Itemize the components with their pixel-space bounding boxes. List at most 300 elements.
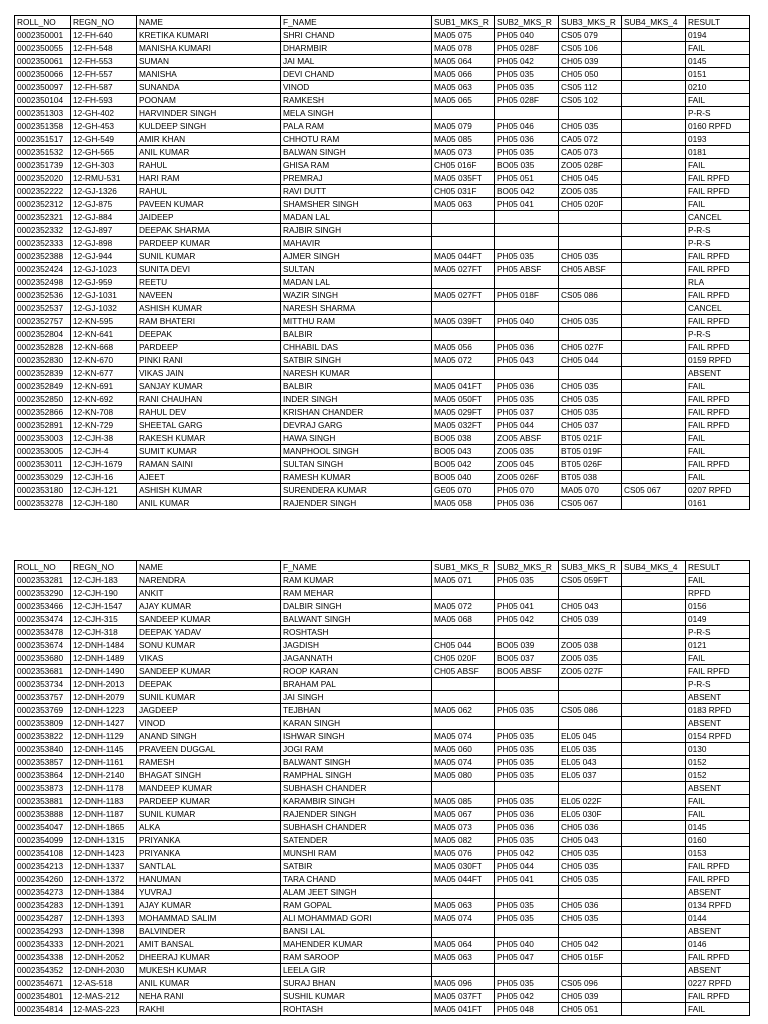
sub1-marks-cell: MA05 085 [432,133,495,146]
name-cell: HANUMAN [137,873,281,886]
name-cell: ANIL KUMAR [137,977,281,990]
name-cell: SUNANDA [137,81,281,94]
name-cell: AJEET [137,471,281,484]
regn-no-cell: 12-CJH-4 [71,445,137,458]
sub1-marks-cell [432,626,495,639]
roll-no-cell: 0002352891 [15,419,71,432]
regn-no-cell: 12-DNH-1161 [71,756,137,769]
father-name-cell: MAHAVIR [281,237,432,250]
sub2-marks-cell: ZO05 035 [495,445,559,458]
table-row [15,990,750,1003]
name-cell: PRIYANKA [137,834,281,847]
result-cell: P-R-S [686,224,750,237]
column-header: F_NAME [281,561,432,574]
sub2-marks-cell: PH05 035 [495,795,559,808]
sub3-marks-cell: CH05 045 [559,172,622,185]
roll-no-cell: 0002350001 [15,29,71,42]
roll-no-cell: 0002354108 [15,847,71,860]
name-cell: JAGDEEP [137,704,281,717]
sub1-marks-cell: MA05 058 [432,497,495,510]
father-name-cell: MUNSHI RAM [281,847,432,860]
sub4-marks-cell [622,808,686,821]
table-row [15,263,750,276]
sub2-marks-cell: BO05 039 [495,639,559,652]
sub1-marks-cell: CH05 016F [432,159,495,172]
father-name-cell: MELA SINGH [281,107,432,120]
sub2-marks-cell: PH05 035 [495,834,559,847]
name-cell: SUNIL KUMAR [137,808,281,821]
name-cell: ANKIT [137,587,281,600]
father-name-cell: ROHTASH [281,1003,432,1016]
sub4-marks-cell [622,419,686,432]
sub4-marks-cell [622,795,686,808]
name-cell: DEEPAK YADAV [137,626,281,639]
roll-no-cell: 0002354338 [15,951,71,964]
result-cell: 0145 [686,821,750,834]
sub1-marks-cell [432,211,495,224]
roll-no-cell: 0002352498 [15,276,71,289]
result-cell: FAIL RPFD [686,406,750,419]
table-row [15,613,750,626]
father-name-cell: GHISA RAM [281,159,432,172]
sub4-marks-cell [622,704,686,717]
table-row [15,925,750,938]
father-name-cell: RAM MEHAR [281,587,432,600]
result-cell: 0152 [686,756,750,769]
sub1-marks-cell: MA05 074 [432,912,495,925]
name-cell: ASHISH KUMAR [137,484,281,497]
sub4-marks-cell [622,289,686,302]
name-cell: JAIDEEP [137,211,281,224]
father-name-cell: SULTAN SINGH [281,458,432,471]
header-row [15,561,750,574]
name-cell: SONU KUMAR [137,639,281,652]
name-cell: KRETIKA KUMARI [137,29,281,42]
sub1-marks-cell: MA05 044FT [432,250,495,263]
sub2-marks-cell: PH05 035 [495,146,559,159]
roll-no-cell: 0002353864 [15,769,71,782]
table-row [15,873,750,886]
roll-no-cell: 0002352757 [15,315,71,328]
result-cell: 0160 RPFD [686,120,750,133]
sub1-marks-cell: MA05 064 [432,55,495,68]
table-row [15,808,750,821]
regn-no-cell: 12-GH-402 [71,107,137,120]
result-cell: 0181 [686,146,750,159]
sub2-marks-cell: PH05 042 [495,613,559,626]
sub3-marks-cell: CS05 059FT [559,574,622,587]
name-cell: SUNITA DEVI [137,263,281,276]
sub3-marks-cell: CH05 044 [559,354,622,367]
roll-no-cell: 0002352332 [15,224,71,237]
name-cell: PRIYANKA [137,847,281,860]
name-cell: BALVINDER [137,925,281,938]
regn-no-cell: 12-KN-691 [71,380,137,393]
sub3-marks-cell: CH05 035 [559,250,622,263]
name-cell: RAMAN SAINI [137,458,281,471]
sub1-marks-cell: MA05 065 [432,94,495,107]
sub3-marks-cell: CH05 035 [559,406,622,419]
roll-no-cell: 0002354047 [15,821,71,834]
sub4-marks-cell: CS05 067 [622,484,686,497]
sub1-marks-cell: MA05 027FT [432,289,495,302]
name-cell: SUMAN [137,55,281,68]
result-cell: FAIL RPFD [686,315,750,328]
sub1-marks-cell: BO05 043 [432,445,495,458]
regn-no-cell: 12-MAS-223 [71,1003,137,1016]
sub4-marks-cell [622,55,686,68]
father-name-cell: RAMPHAL SINGH [281,769,432,782]
father-name-cell: SHRI CHAND [281,29,432,42]
father-name-cell: ALAM JEET SINGH [281,886,432,899]
sub2-marks-cell: PH05 035 [495,704,559,717]
name-cell: VIKAS [137,652,281,665]
name-cell: ASHISH KUMAR [137,302,281,315]
table-row [15,497,750,510]
sub1-marks-cell: MA05 072 [432,354,495,367]
sub4-marks-cell [622,42,686,55]
table-row [15,367,750,380]
result-cell: FAIL RPFD [686,665,750,678]
regn-no-cell: 12-FH-548 [71,42,137,55]
sub3-marks-cell: CH05 020F [559,198,622,211]
roll-no-cell: 0002353809 [15,717,71,730]
column-header: SUB1_MKS_R [432,561,495,574]
name-cell: AMIT BANSAL [137,938,281,951]
table-row [15,795,750,808]
roll-no-cell: 0002353474 [15,613,71,626]
sub4-marks-cell [622,393,686,406]
father-name-cell: BALBIR [281,328,432,341]
result-cell: FAIL [686,808,750,821]
sub1-marks-cell [432,782,495,795]
table-row [15,769,750,782]
table-row [15,678,750,691]
roll-no-cell: 0002353011 [15,458,71,471]
table-row [15,899,750,912]
sub4-marks-cell [622,678,686,691]
sub4-marks-cell [622,211,686,224]
roll-no-cell: 0002353681 [15,665,71,678]
name-cell: KULDEEP SINGH [137,120,281,133]
sub1-marks-cell: BO05 038 [432,432,495,445]
result-cell: 0144 [686,912,750,925]
regn-no-cell: 12-RMU-531 [71,172,137,185]
result-cell: RLA [686,276,750,289]
regn-no-cell: 12-DNH-1393 [71,912,137,925]
sub4-marks-cell [622,587,686,600]
sub3-marks-cell: ZO05 035 [559,185,622,198]
father-name-cell: DHARMBIR [281,42,432,55]
roll-no-cell: 0002353757 [15,691,71,704]
column-header: SUB2_MKS_R [495,561,559,574]
regn-no-cell: 12-DNH-1372 [71,873,137,886]
regn-no-cell: 12-DNH-2140 [71,769,137,782]
table-row [15,198,750,211]
regn-no-cell: 12-GH-565 [71,146,137,159]
sub3-marks-cell [559,782,622,795]
sub1-marks-cell [432,302,495,315]
sub4-marks-cell [622,29,686,42]
table-row [15,68,750,81]
result-cell: FAIL [686,795,750,808]
name-cell: VINOD [137,717,281,730]
sub4-marks-cell [622,458,686,471]
roll-no-cell: 0002352804 [15,328,71,341]
sub1-marks-cell: MA05 073 [432,821,495,834]
result-cell: 0159 RPFD [686,354,750,367]
regn-no-cell: 12-KN-670 [71,354,137,367]
sub3-marks-cell [559,276,622,289]
sub4-marks-cell [622,146,686,159]
name-cell: YUVRAJ [137,886,281,899]
father-name-cell: WAZIR SINGH [281,289,432,302]
roll-no-cell: 0002353674 [15,639,71,652]
name-cell: MUKESH KUMAR [137,964,281,977]
sub1-marks-cell [432,964,495,977]
sub3-marks-cell: CH05 015F [559,951,622,964]
regn-no-cell: 12-GJ-1326 [71,185,137,198]
sub2-marks-cell [495,587,559,600]
father-name-cell: SUBHASH CHANDER [281,782,432,795]
result-cell: ABSENT [686,964,750,977]
father-name-cell: VINOD [281,81,432,94]
name-cell: ALKA [137,821,281,834]
results-table-1 [14,15,750,510]
table-row [15,652,750,665]
sub4-marks-cell [622,613,686,626]
sub4-marks-cell [622,769,686,782]
table-row [15,860,750,873]
column-header: SUB1_MKS_R [432,16,495,29]
regn-no-cell: 12-CJH-180 [71,497,137,510]
father-name-cell: BANSI LAL [281,925,432,938]
sub1-marks-cell: MA05 030FT [432,860,495,873]
sub1-marks-cell: MA05 062 [432,704,495,717]
sub2-marks-cell: PH05 035 [495,730,559,743]
table-row [15,328,750,341]
table-row [15,406,750,419]
name-cell: NEHA RANI [137,990,281,1003]
sub1-marks-cell: MA05 037FT [432,990,495,1003]
roll-no-cell: 0002352537 [15,302,71,315]
father-name-cell: SUSHIL KUMAR [281,990,432,1003]
name-cell: PARDEEP [137,341,281,354]
result-cell: ABSENT [686,367,750,380]
result-cell: 0145 [686,55,750,68]
regn-no-cell: 12-CJH-121 [71,484,137,497]
sub2-marks-cell: BO05 035 [495,159,559,172]
name-cell: SHEETAL GARG [137,419,281,432]
sub1-marks-cell [432,276,495,289]
sub4-marks-cell [622,497,686,510]
name-cell: SANJAY KUMAR [137,380,281,393]
sub3-marks-cell [559,964,622,977]
result-cell: 0183 RPFD [686,704,750,717]
result-cell: 0149 [686,613,750,626]
table-row [15,821,750,834]
sub3-marks-cell: CH05 051 [559,1003,622,1016]
table-row [15,445,750,458]
table-row [15,81,750,94]
table-row [15,834,750,847]
sub1-marks-cell [432,678,495,691]
sub4-marks-cell [622,471,686,484]
roll-no-cell: 0002352020 [15,172,71,185]
result-cell: FAIL RPFD [686,860,750,873]
sub1-marks-cell: MA05 075 [432,29,495,42]
sub2-marks-cell: PH05 046 [495,120,559,133]
column-header: SUB3_MKS_R [559,561,622,574]
father-name-cell: ISHWAR SINGH [281,730,432,743]
name-cell: SANDEEP KUMAR [137,613,281,626]
regn-no-cell: 12-FH-557 [71,68,137,81]
column-header: RESULT [686,16,750,29]
sub3-marks-cell [559,302,622,315]
sub1-marks-cell [432,925,495,938]
name-cell: DEEPAK SHARMA [137,224,281,237]
sub2-marks-cell: PH05 018F [495,289,559,302]
roll-no-cell: 0002350061 [15,55,71,68]
result-cell: FAIL [686,1003,750,1016]
regn-no-cell: 12-DNH-2021 [71,938,137,951]
sub2-marks-cell: PH05 035 [495,393,559,406]
name-cell: BHAGAT SINGH [137,769,281,782]
regn-no-cell: 12-DNH-2079 [71,691,137,704]
result-cell: FAIL [686,380,750,393]
table-row [15,237,750,250]
name-cell: RAKESH KUMAR [137,432,281,445]
father-name-cell: BALBIR [281,380,432,393]
sub3-marks-cell: CH05 ABSF [559,263,622,276]
sub3-marks-cell [559,717,622,730]
table-row [15,380,750,393]
regn-no-cell: 12-KN-692 [71,393,137,406]
sub1-marks-cell [432,717,495,730]
table-row [15,847,750,860]
sub1-marks-cell [432,886,495,899]
roll-no-cell: 0002353857 [15,756,71,769]
sub2-marks-cell [495,678,559,691]
father-name-cell: KARAN SINGH [281,717,432,730]
sub3-marks-cell: CH05 035 [559,380,622,393]
father-name-cell: KRISHAN CHANDER [281,406,432,419]
name-cell: VIKAS JAIN [137,367,281,380]
table-row [15,289,750,302]
sub4-marks-cell [622,120,686,133]
table-row [15,964,750,977]
result-cell: 0161 [686,497,750,510]
sub2-marks-cell: PH05 041 [495,600,559,613]
roll-no-cell: 0002354352 [15,964,71,977]
sub3-marks-cell [559,328,622,341]
table-row [15,341,750,354]
regn-no-cell: 12-AS-518 [71,977,137,990]
name-cell: MANDEEP KUMAR [137,782,281,795]
sub1-marks-cell: MA05 076 [432,847,495,860]
result-cell: FAIL RPFD [686,990,750,1003]
sub3-marks-cell: EL05 035 [559,743,622,756]
sub2-marks-cell: BO05 042 [495,185,559,198]
sub2-marks-cell: PH05 048 [495,1003,559,1016]
name-cell: PAVEEN KUMAR [137,198,281,211]
sub2-marks-cell: PH05 035 [495,756,559,769]
regn-no-cell: 12-GH-453 [71,120,137,133]
sub2-marks-cell: PH05 047 [495,951,559,964]
sub4-marks-cell [622,276,686,289]
sub3-marks-cell: CH05 039 [559,55,622,68]
sub3-marks-cell: CH05 043 [559,600,622,613]
table-row [15,1003,750,1016]
sub3-marks-cell: CH05 050 [559,68,622,81]
roll-no-cell: 0002351532 [15,146,71,159]
result-cell: FAIL RPFD [686,458,750,471]
sub1-marks-cell [432,367,495,380]
name-cell: RAHUL [137,159,281,172]
sub3-marks-cell: CH05 027F [559,341,622,354]
regn-no-cell: 12-GJ-1031 [71,289,137,302]
father-name-cell: SURAJ BHAN [281,977,432,990]
column-header: SUB2_MKS_R [495,16,559,29]
father-name-cell: RAMKESH [281,94,432,107]
father-name-cell: SULTAN [281,263,432,276]
roll-no-cell: 0002353881 [15,795,71,808]
sub1-marks-cell: MA05 067 [432,808,495,821]
sub4-marks-cell [622,250,686,263]
name-cell: RANI CHAUHAN [137,393,281,406]
name-cell: ANIL KUMAR [137,146,281,159]
sub1-marks-cell: MA05 044FT [432,873,495,886]
sub2-marks-cell: PH05 035 [495,899,559,912]
sub4-marks-cell [622,600,686,613]
column-header: NAME [137,16,281,29]
father-name-cell: BALWAN SINGH [281,146,432,159]
sub2-marks-cell: ZO05 026F [495,471,559,484]
sub1-marks-cell: MA05 072 [432,600,495,613]
sub4-marks-cell [622,328,686,341]
sub3-marks-cell: CH05 036 [559,899,622,912]
sub1-marks-cell: MA05 029FT [432,406,495,419]
father-name-cell: ROSHTASH [281,626,432,639]
roll-no-cell: 0002350097 [15,81,71,94]
table-row [15,393,750,406]
sub1-marks-cell: BO05 042 [432,458,495,471]
result-cell: ABSENT [686,925,750,938]
sub2-marks-cell [495,224,559,237]
column-header: F_NAME [281,16,432,29]
sub2-marks-cell: PH05 035 [495,250,559,263]
father-name-cell: KARAMBIR SINGH [281,795,432,808]
regn-no-cell: 12-CJH-318 [71,626,137,639]
roll-no-cell: 0002352388 [15,250,71,263]
sub3-marks-cell [559,678,622,691]
results-table-2 [14,560,750,1016]
name-cell: AMIR KHAN [137,133,281,146]
table-row [15,912,750,925]
result-cell: 0151 [686,68,750,81]
sub4-marks-cell [622,81,686,94]
sub2-marks-cell [495,626,559,639]
sub1-marks-cell: MA05 096 [432,977,495,990]
sub4-marks-cell [622,432,686,445]
regn-no-cell: 12-DNH-1183 [71,795,137,808]
roll-no-cell: 0002354099 [15,834,71,847]
column-header: RESULT [686,561,750,574]
table-row [15,354,750,367]
sub3-marks-cell: EL05 030F [559,808,622,821]
table-row [15,639,750,652]
sub4-marks-cell [622,198,686,211]
